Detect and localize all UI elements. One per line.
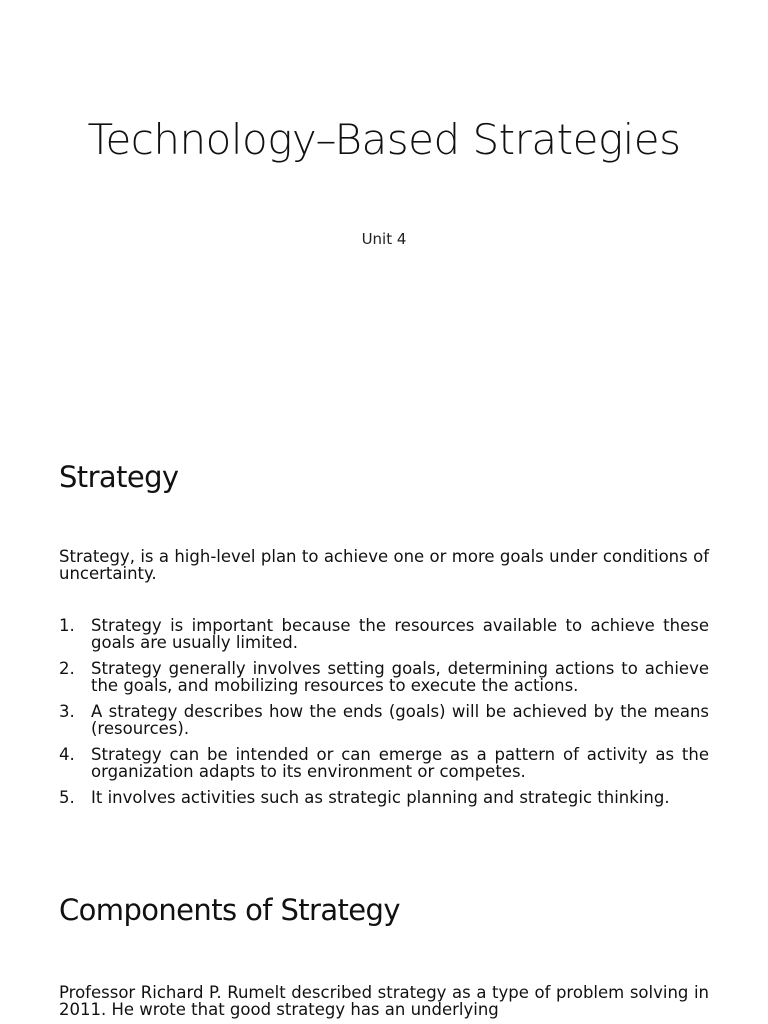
- list-item-number: 4.: [59, 745, 75, 764]
- components-heading: Components of Strategy: [59, 893, 400, 927]
- components-slide: [0, 864, 768, 1024]
- strategy-intro: Strategy, is a high-level plan to achieve one or more goals under conditions of uncertainty.: [59, 547, 709, 583]
- list-item-number: 2.: [59, 659, 75, 678]
- list-item-text: A strategy describes how the ends (goals) will be achieved by the means (resources).: [91, 702, 709, 738]
- list-item-text: It involves activities such as strategic planning and strategic thinking.: [91, 788, 670, 807]
- list-item: [59, 789, 709, 806]
- strategy-slide: [0, 432, 768, 864]
- subtitle: Unit 4: [361, 230, 407, 248]
- list-item-number: 1.: [59, 616, 75, 635]
- list-item-number: 5.: [59, 788, 75, 807]
- list-item: [59, 703, 709, 737]
- components-intro: Professor Richard P. Rumelt described strategy as a type of problem solving in 2011. He wrote that good strategy has an underlying: [59, 983, 709, 1019]
- list-item-text: Strategy is important because the resources available to achieve these goals are usually limited.: [91, 616, 709, 652]
- list-item: [59, 617, 709, 651]
- title-slide: [0, 0, 768, 432]
- list-item: [59, 746, 709, 780]
- list-item-number: 3.: [59, 702, 75, 721]
- strategy-heading: Strategy: [59, 460, 179, 494]
- strategy-points-list: [59, 617, 709, 815]
- page-title: Technology–Based Strategies: [87, 115, 681, 164]
- list-item-text: Strategy can be intended or can emerge as a pattern of activity as the organization adapts to its environment or competes.: [91, 745, 709, 781]
- list-item: [59, 660, 709, 694]
- list-item-text: Strategy generally involves setting goals, determining actions to achieve the goals, and mobilizing resources to execute the actions.: [91, 659, 709, 695]
